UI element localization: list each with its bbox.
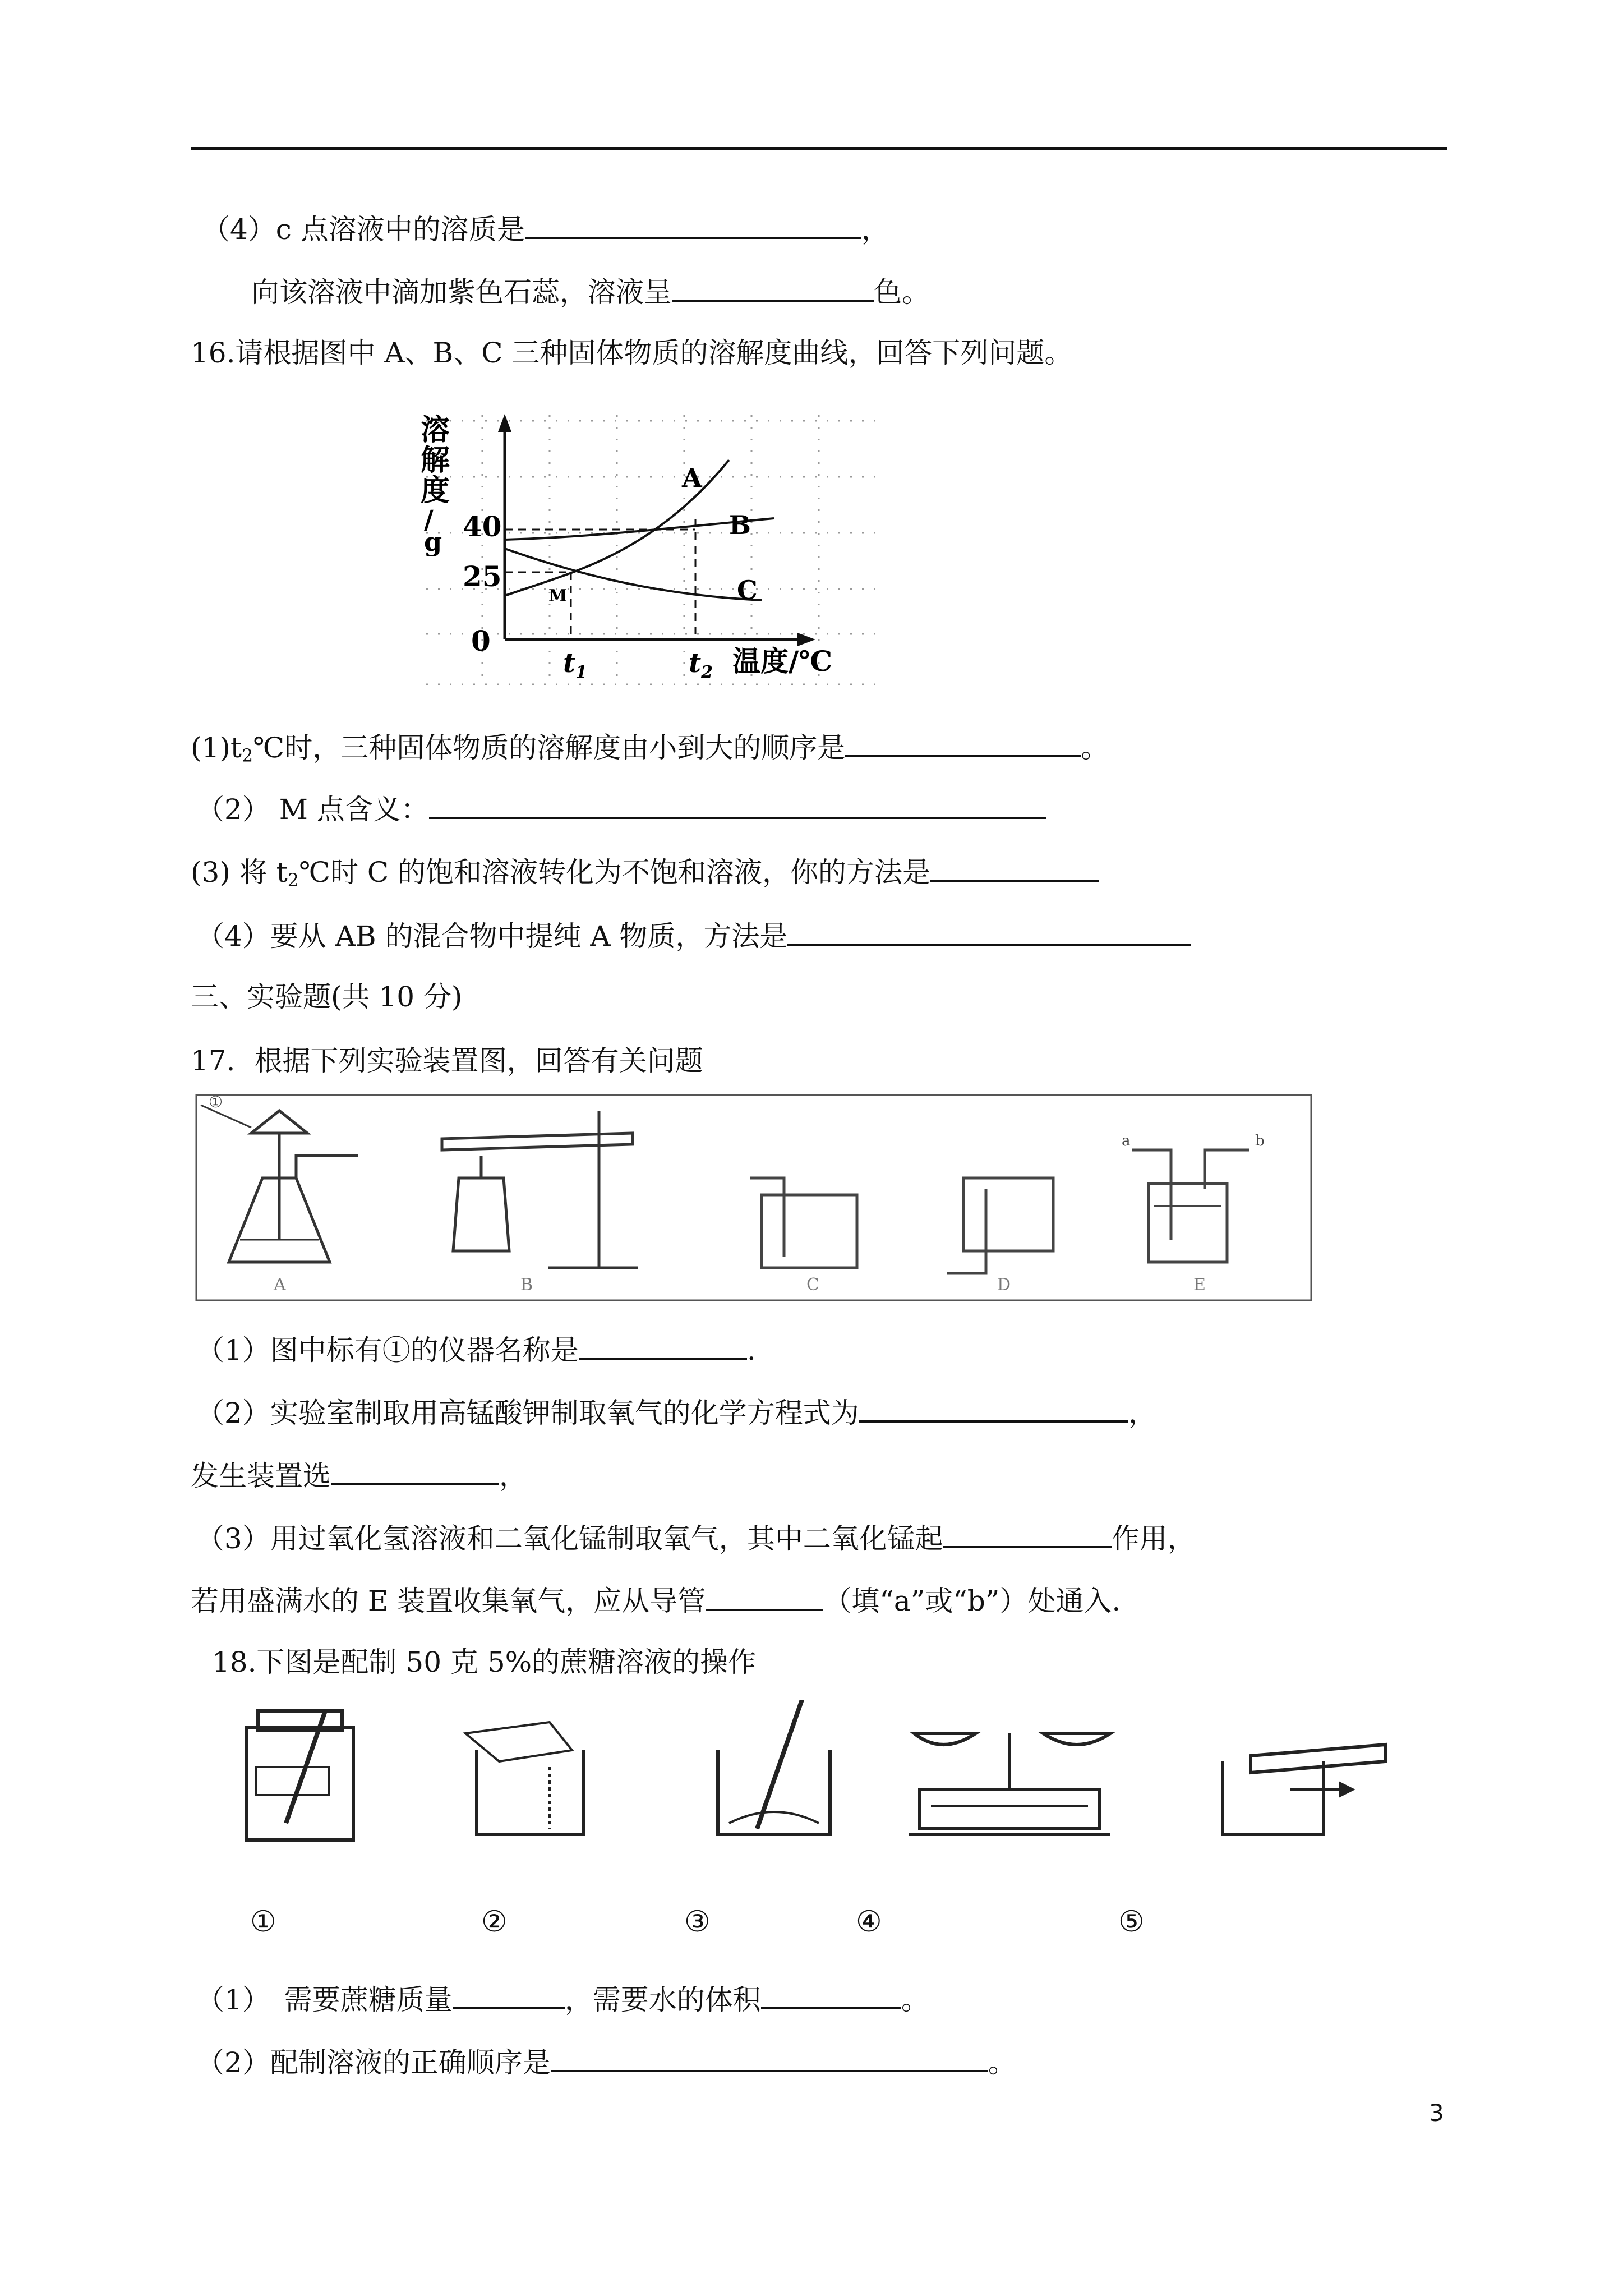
tube-d bbox=[947, 1189, 986, 1273]
alcohol-lamp bbox=[453, 1178, 509, 1251]
q17-item2: （2）实验室制取用高锰酸钾制取氧气的化学方程式为 ， bbox=[196, 1392, 1156, 1432]
q17-item1: （1）图中标有①的仪器名称是 . bbox=[196, 1329, 756, 1369]
apparatus-b bbox=[442, 1111, 638, 1268]
tube-b-label: b bbox=[1255, 1133, 1265, 1149]
q15-solute-blank[interactable] bbox=[525, 209, 861, 239]
chart-dotted-grid bbox=[426, 415, 875, 684]
q16-item2: （2） M 点含义： bbox=[196, 789, 1046, 828]
delivery-tube-a bbox=[296, 1156, 358, 1178]
q17-tube-blank[interactable] bbox=[706, 1581, 823, 1611]
q16-m-meaning-blank[interactable] bbox=[429, 789, 1046, 819]
series-b-label: B bbox=[729, 510, 751, 540]
step2-pour bbox=[465, 1722, 583, 1834]
q16-stem: 16.请根据图中 A、B、C 三种固体物质的溶解度曲线，回答下列问题。 bbox=[191, 337, 1073, 369]
label-e: E bbox=[1193, 1275, 1206, 1295]
xtick-t2: $t_2$ bbox=[689, 647, 713, 682]
q16-item4: （4）要从 AB 的混合物中提纯 A 物质，方法是 bbox=[196, 915, 1191, 955]
mark-1: ① bbox=[209, 1094, 223, 1111]
ylabel-char-2: 解 bbox=[421, 443, 450, 477]
q17-item3: （3）用过氧化氢溶液和二氧化锰制取氧气，其中二氧化锰起 作用， bbox=[196, 1518, 1196, 1557]
tube-a-e bbox=[1132, 1150, 1171, 1240]
label-d: D bbox=[997, 1275, 1011, 1295]
step-label-5: ⑤ bbox=[1118, 1905, 1145, 1939]
header-rule bbox=[191, 147, 1447, 150]
left-pan bbox=[914, 1733, 976, 1745]
apparatus-a bbox=[201, 1105, 358, 1262]
q17-instrument-blank[interactable] bbox=[579, 1329, 747, 1360]
bottle-e bbox=[1149, 1184, 1227, 1262]
section-3-heading: 三、实验题(共 10 分) bbox=[191, 981, 463, 1013]
step4-balance bbox=[909, 1733, 1110, 1834]
q15-item4: （4）c 点溶液中的溶质是 ， bbox=[202, 209, 889, 248]
ylabel-char-1: 溶 bbox=[421, 413, 450, 447]
label-c: C bbox=[806, 1275, 819, 1295]
right-pan bbox=[1043, 1733, 1110, 1745]
series-a-label: A bbox=[682, 463, 702, 493]
q17-item3-line2: 若用盛满水的 E 装置收集氧气，应从导管 （填“a”或“b”）处通入. bbox=[191, 1581, 1121, 1619]
page-number: 3 bbox=[1429, 2099, 1444, 2127]
funnel-top bbox=[251, 1111, 307, 1133]
apparatus-d bbox=[947, 1178, 1053, 1273]
step-label-4: ④ bbox=[856, 1905, 882, 1939]
solubility-chart bbox=[415, 404, 875, 696]
bottle-d bbox=[963, 1178, 1053, 1251]
q18-item1: （1） 需要蔗糖质量 ，需要水的体积 。 bbox=[196, 1979, 929, 2018]
stir-rod bbox=[757, 1700, 802, 1829]
y-axis-title bbox=[421, 413, 450, 557]
beaker-3 bbox=[718, 1750, 830, 1834]
q15-color-blank[interactable] bbox=[672, 272, 874, 302]
q18-order-blank[interactable] bbox=[551, 2042, 988, 2072]
beaker-2 bbox=[477, 1750, 583, 1834]
apparatus-c bbox=[750, 1178, 857, 1268]
paper bbox=[465, 1722, 572, 1761]
ytick-40: 40 bbox=[463, 510, 502, 543]
q18-stem: 18.下图是配制 50 克 5%的蔗糖溶液的操作 bbox=[212, 1646, 757, 1678]
q16-purify-blank[interactable] bbox=[787, 915, 1191, 946]
ytick-0: 0 bbox=[471, 624, 491, 657]
q17-apparatus-blank[interactable] bbox=[331, 1455, 499, 1485]
q17-equation-blank[interactable] bbox=[859, 1392, 1128, 1423]
series-c-label: C bbox=[737, 575, 758, 605]
step-label-3: ③ bbox=[684, 1905, 711, 1939]
series-c-curve bbox=[505, 549, 762, 600]
apparatus-frame bbox=[196, 1095, 1311, 1300]
q18-sugar-mass-blank[interactable] bbox=[453, 1979, 565, 2009]
bottle-c bbox=[762, 1195, 857, 1268]
y-axis-arrow bbox=[498, 414, 511, 432]
tube-a-label: a bbox=[1122, 1133, 1131, 1149]
q16-item1: $(1)t_2℃$时，三种固体物质的溶解度由小到大的顺序是 。 bbox=[191, 727, 1109, 774]
solution-prep-figure bbox=[236, 1700, 1402, 1857]
step-label-2: ② bbox=[481, 1905, 508, 1939]
q17-stem: 17．根据下列实验装置图，回答有关问题 bbox=[191, 1045, 703, 1077]
balance-base bbox=[920, 1789, 1099, 1829]
jar-label bbox=[256, 1767, 329, 1795]
step1-jar bbox=[247, 1711, 353, 1840]
test-tube bbox=[442, 1133, 633, 1150]
label-b: B bbox=[520, 1275, 533, 1295]
x-axis-title: 温度/℃ bbox=[732, 645, 833, 678]
q15-item4-line2: 向该溶液中滴加紫色石蕊，溶液呈 色。 bbox=[251, 272, 930, 311]
q17-role-blank[interactable] bbox=[943, 1518, 1112, 1548]
step-label-1: ① bbox=[250, 1905, 276, 1939]
q18-item2: （2）配制溶液的正确顺序是 。 bbox=[196, 2042, 1016, 2081]
q16-order-blank[interactable] bbox=[845, 727, 1081, 757]
q18-water-volume-blank[interactable] bbox=[761, 1979, 901, 2009]
apparatus-figure bbox=[195, 1094, 1312, 1301]
apparatus-e bbox=[1132, 1150, 1249, 1262]
measuring-cylinder bbox=[1251, 1745, 1385, 1773]
ylabel-char-5: g bbox=[424, 527, 442, 557]
q17-item2-line2: 发生装置选 ， bbox=[191, 1455, 527, 1494]
ylabel-char-4: / bbox=[424, 504, 434, 535]
label-a: A bbox=[274, 1275, 286, 1295]
point-m-label: M bbox=[548, 586, 568, 606]
step5-cylinder bbox=[1223, 1745, 1385, 1834]
xtick-t1: $t_1$ bbox=[563, 647, 588, 682]
tube-c bbox=[750, 1178, 784, 1257]
ylabel-char-3: 度 bbox=[421, 473, 450, 508]
ytick-25: 25 bbox=[463, 560, 502, 593]
step3-stir bbox=[718, 1700, 830, 1834]
q16-method-blank[interactable] bbox=[930, 852, 1099, 882]
q16-item3: (3) 将 $t_2℃$时 C 的饱和溶液转化为不饱和溶液，你的方法是 bbox=[191, 852, 1099, 899]
